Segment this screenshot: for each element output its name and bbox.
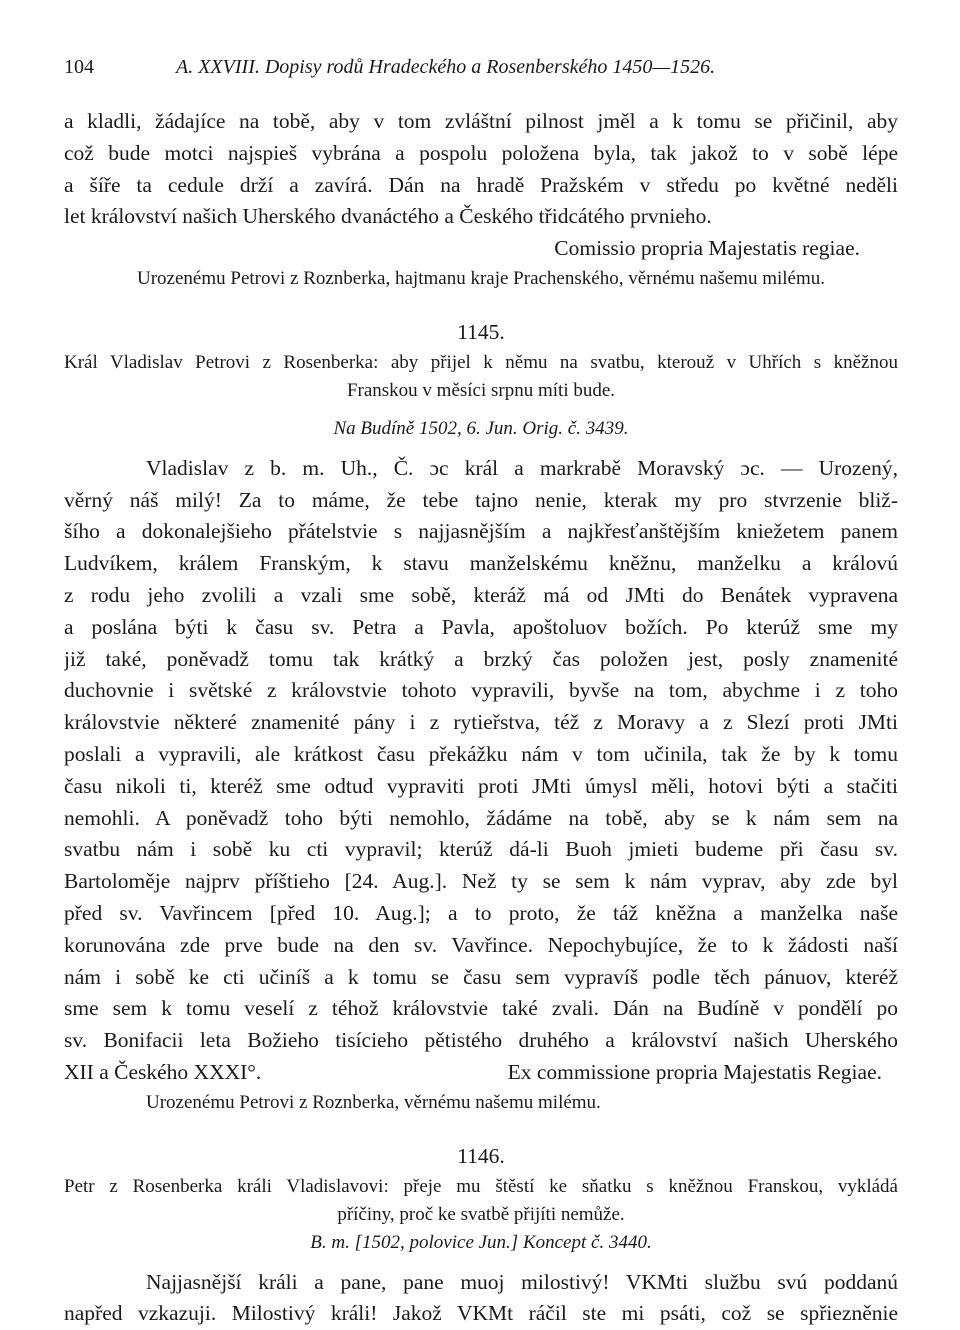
- text-line: před sv. Vavřincem [před 10. Aug.]; a to proto, že táž kněžna a manželka naše: [64, 900, 898, 925]
- text-line: již také, poněvadž tomu tak krátký a brzký čas položen jest, posly znamenité: [64, 646, 898, 671]
- document-source: Na Budíně 1502, 6. Jun. Orig. č. 3439.: [333, 417, 629, 439]
- text-line: Najjasnější králi a pane, pane muoj milostivý! VKMti službu svú poddanú: [146, 1269, 898, 1294]
- document-number: 1146.: [457, 1143, 505, 1168]
- previous-letter-end: [64, 106, 898, 293]
- date-formula: XII a Českého XXXI°.: [64, 1059, 262, 1084]
- text-line: poslali a vypravili, ale krátkost času překážku nám v tom učinila, tak že by k tomu: [64, 741, 898, 766]
- text-line: Bartoloměje najprv příštieho [24. Aug.]. Než ty se sem k nám vyprav, aby zde byl: [64, 869, 898, 894]
- text-line: z rodu jeho zvolili a vzali sme sobě, kteráž má od JMti do Benátek vypravena: [64, 582, 898, 607]
- text-line: a šíře ta cedule drží a zavírá. Dán na hradě Pražském v středu po květné neděli: [64, 172, 898, 197]
- text-line: korunována zde prve bude na den sv. Vavřince. Nepochybujíce, že to k žádosti naší: [64, 932, 898, 957]
- text-line: věrný náš milý! Za to máme, že tebe tajno nenie, kterak my pro stvrzenie bliž-: [64, 487, 898, 512]
- letter-address: Urozenému Petrovi z Roznberka, hajtmanu kraje Prachenského, věrnému našemu milému.: [137, 267, 825, 289]
- document-1145: [64, 317, 898, 1117]
- letter-address: Urozenému Petrovi z Roznberka, věrnému našemu milému.: [146, 1091, 601, 1113]
- text-line: svatbu nám i sobě ku cti vypravil; kterúž dá-li Buoh jmieti budeme při času sv.: [64, 837, 898, 862]
- text-line: Ludvíkem, králem Franským, k stavu manželskému kněžnu, manželku a královú: [64, 551, 898, 576]
- document-summary-line: příčiny, proč ke svatbě přijíti nemůže.: [337, 1203, 625, 1225]
- document-source: B. m. [1502, polovice Jun.] Koncept č. 3440.: [310, 1231, 652, 1253]
- document-summary-line: Král Vladislav Petrovi z Rosenberka: aby přijel k němu na svatbu, kterouž v Uhřích s kněžnou: [64, 351, 898, 373]
- letter-closing: Comissio propria Majestatis regiae.: [554, 236, 860, 261]
- letter-closing: Ex commissione propria Majestatis Regiae.: [507, 1059, 882, 1084]
- text-line: duchovnie i světské z královstvie tohoto vypravili, byvše na tom, abychme i z toho: [64, 678, 898, 703]
- document-1146: [64, 1141, 898, 1330]
- document-summary-line: Franskou v měsíci srpnu míti bude.: [346, 379, 616, 401]
- text-line: Vladislav z b. m. Uh., Č. ɔc král a markrabě Moravský ɔc. — Urozený,: [146, 455, 898, 480]
- document-summary-line: Petr z Rosenberka králi Vladislavovi: přeje mu štěstí ke sňatku s kněžnou Franskou, vykládá: [64, 1175, 898, 1197]
- text-line: královstvie některé znamenité pány i z rytieřstva, též z Moravy a z Slezí proti JMti: [64, 710, 898, 735]
- text-line: let království našich Uherského dvanáctého a Českého třidcátého prvnieho.: [64, 204, 712, 229]
- text-line: a kladli, žádajíce na tobě, aby v tom zvláštní pilnost jměl a k tomu se přičinil, aby: [64, 109, 898, 133]
- text-line: nám i sobě ke cti učiníš a k tomu se času sem vypravíš podle těch pánuov, kteréž: [64, 964, 898, 989]
- text-line: času nikoli ti, kteréž sme odtud vypraviti proti JMti úmysl měli, hotovi býti a stačiti: [64, 773, 898, 798]
- text-line-final: [64, 1057, 898, 1089]
- text-line: nemohli. A poněvadž toho býti nemohlo, žádáme na tobě, aby se k nám sem na: [64, 805, 898, 830]
- page-number: 104: [64, 56, 94, 78]
- text-line: a poslána býti k času sv. Petra a Pavla, apoštoluov božích. Po kterúž sme my: [64, 614, 898, 639]
- running-title: A. XXVIII. Dopisy rodů Hradeckého a Rosenberského 1450—1526.: [176, 56, 716, 78]
- text-line: šího a dokonalejšieho přátelstvie s najjasnějším a najkřesťanštějším kniežetem panem: [64, 519, 898, 544]
- text-line: což bude motci najspieš vybrána a pospolu položena byla, tak jakož to v sobě lépe: [64, 140, 898, 165]
- running-header: [64, 52, 898, 82]
- text-line: napřed vzkazuji. Milostivý králi! Jakož VKMt ráčil ste mi psáti, což se spřiezněnie: [64, 1301, 898, 1326]
- text-line: sv. Bonifacii leta Božieho tisícieho pětistého druhého a království našich Uherského: [64, 1028, 898, 1053]
- text-line: sme sem k tomu veselí z téhož královstvie také zvali. Dán na Budíně v pondělí po: [64, 996, 898, 1021]
- document-number: 1145.: [457, 319, 505, 344]
